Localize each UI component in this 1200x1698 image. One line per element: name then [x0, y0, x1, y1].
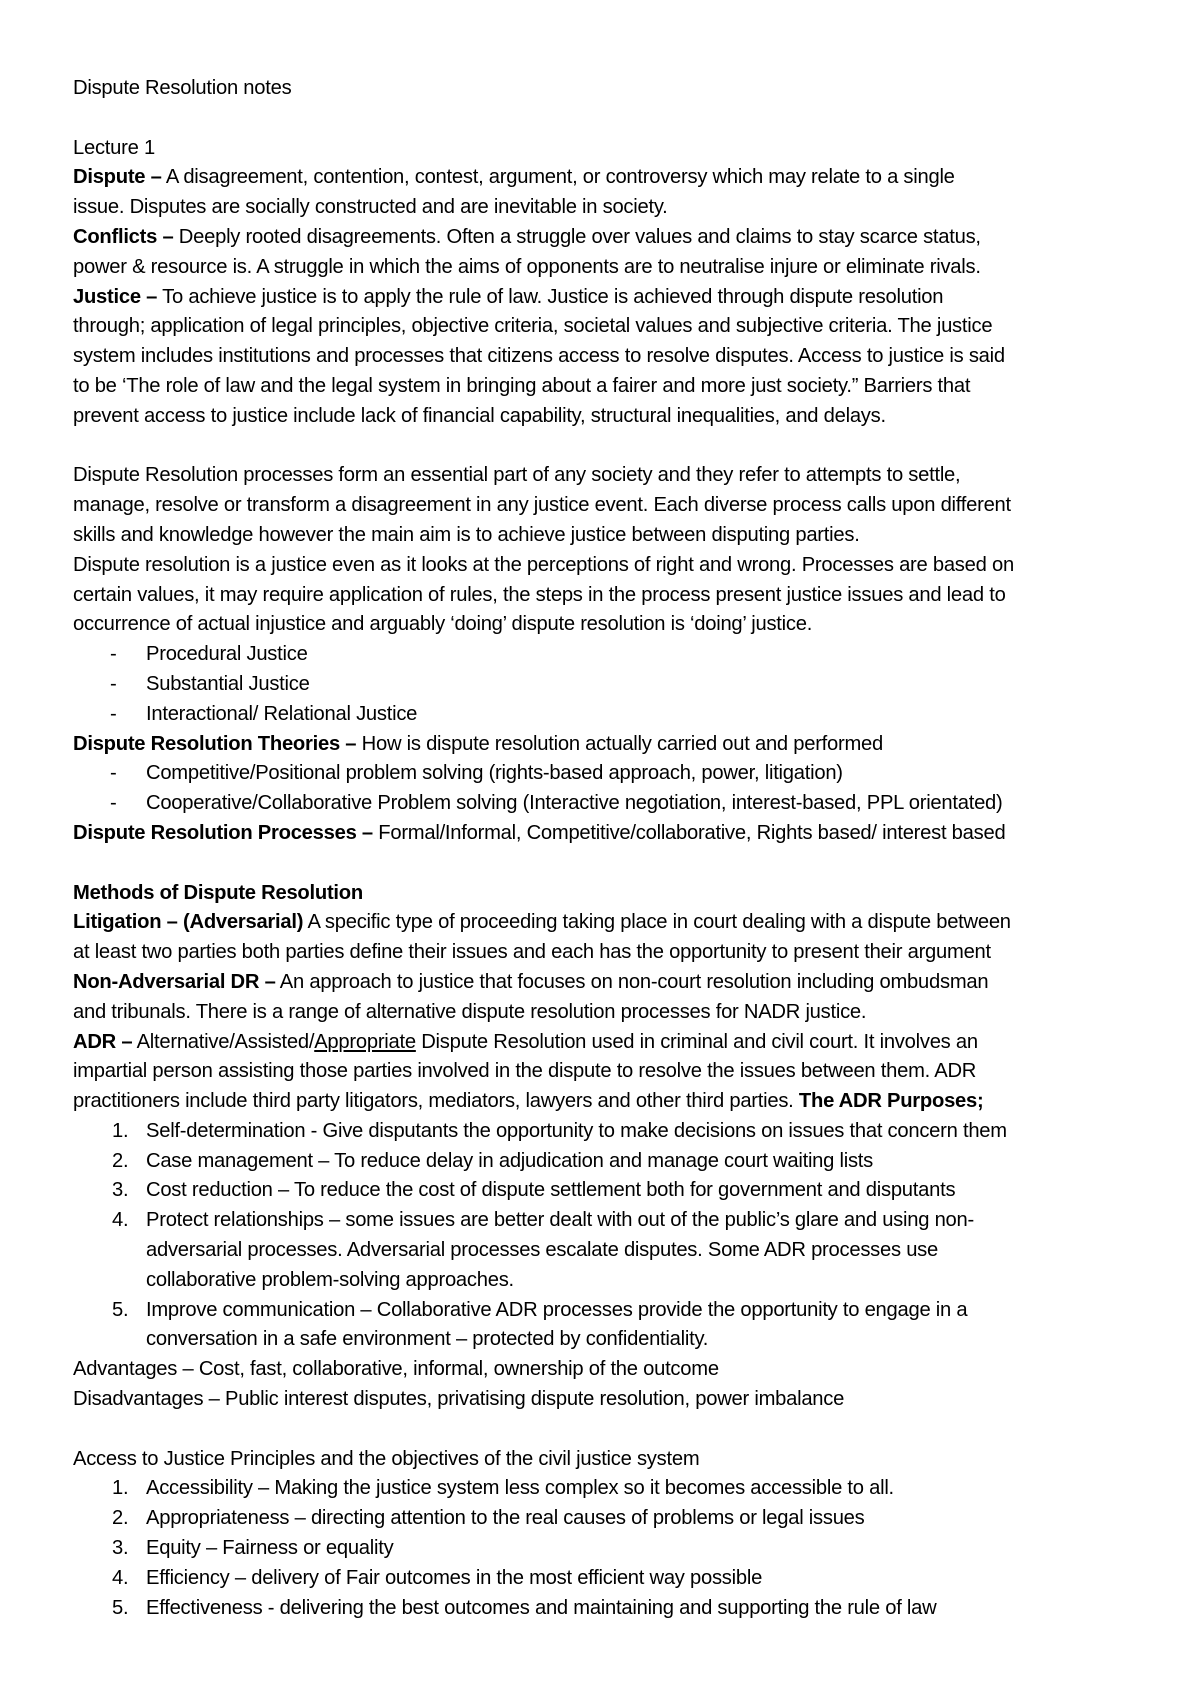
list-item-text: Interactional/ Relational Justice — [146, 702, 418, 725]
list-item — [73, 640, 1163, 670]
nadr-text: An approach to justice that focuses on non-court resolution including ombudsman — [275, 970, 989, 993]
justice-term: Justice – — [73, 285, 158, 308]
dr-paragraph-line: Dispute Resolution processes form an essential part of any society and they refer to attempts to settle, — [73, 464, 961, 487]
adr-term: ADR – — [73, 1030, 133, 1053]
dr-paragraph-line: skills and knowledge however the main aim is to achieve justice between disputing parties. — [73, 523, 860, 546]
methods-heading: Methods of Dispute Resolution — [73, 881, 363, 904]
numbered-item — [73, 1504, 1163, 1534]
list-item — [73, 700, 1163, 730]
list-item — [73, 670, 1163, 700]
list-item — [73, 759, 1163, 789]
item-number: 1. — [112, 1477, 129, 1500]
adr-definition-cont: impartial person assisting those parties involved in the dispute to resolve the issues between them. ADR — [73, 1060, 977, 1083]
justice-text: To achieve justice is to apply the rule of law. Justice is achieved through dispute resolution — [157, 285, 944, 308]
numbered-item — [73, 1117, 1163, 1147]
dash-bullet: - — [110, 702, 117, 725]
conflicts-text: Deeply rooted disagreements. Often a struggle over values and claims to stay scarce status, — [173, 225, 981, 248]
dash-bullet: - — [110, 643, 117, 666]
access-heading: Access to Justice Principles and the objectives of the civil justice system — [73, 1447, 700, 1470]
litigation-text: A specific type of proceeding taking place in court dealing with a dispute between — [303, 911, 1011, 934]
processes-line — [73, 819, 1163, 849]
advantages-line: Advantages – Cost, fast, collaborative, informal, ownership of the outcome — [73, 1358, 719, 1381]
numbered-item-cont: adversarial processes. Adversarial processes escalate disputes. Some ADR processes use — [146, 1239, 938, 1262]
disadvantages-line: Disadvantages – Public interest disputes, privatising dispute resolution, power imbalance — [73, 1388, 845, 1411]
document-title: Dispute Resolution notes — [73, 77, 292, 99]
dispute-definition-cont: issue. Disputes are socially constructed and are inevitable in society. — [73, 196, 668, 219]
nadr-definition-cont: and tribunals. There is a range of alternative dispute resolution processes for NADR justice. — [73, 1000, 867, 1023]
dash-bullet: - — [110, 762, 117, 785]
processes-text: Formal/Informal, Competitive/collaborative, Rights based/ interest based — [372, 821, 1006, 844]
justice-definition-cont: system includes institutions and processes that citizens access to resolve disputes. Access to justice is said — [73, 345, 1005, 368]
numbered-item-text: Case management – To reduce delay in adjudication and manage court waiting lists — [146, 1149, 874, 1172]
dash-bullet: - — [110, 792, 117, 815]
justice-definition-cont: through; application of legal principles, objective criteria, societal values and subjective criteria. The justice — [73, 315, 993, 338]
litigation-term: Litigation – (Adversarial) — [73, 911, 304, 934]
theories-line — [73, 730, 1163, 760]
numbered-item — [73, 1594, 1163, 1624]
theories-text: How is dispute resolution actually carried out and performed — [356, 732, 884, 755]
justice-definition — [73, 283, 1163, 313]
numbered-item-text: Self-determination - Give disputants the opportunity to make decisions on issues that concern them — [146, 1119, 1007, 1142]
numbered-item — [73, 1474, 1163, 1504]
numbered-item-text: Protect relationships – some issues are better dealt with out of the public’s glare and using non- — [146, 1209, 974, 1232]
dr-paragraph-line: Dispute resolution is a justice even as it looks at the perceptions of right and wrong. Processes are based on — [73, 553, 1014, 576]
item-number: 5. — [112, 1596, 129, 1619]
justice-definition-cont: prevent access to justice include lack of financial capability, structural inequalities, and delays. — [73, 404, 886, 427]
numbered-item — [73, 1206, 1163, 1236]
conflicts-definition-cont: power & resource is. A struggle in which the aims of opponents are to neutralise injure or eliminate rivals. — [73, 255, 981, 278]
item-number: 3. — [112, 1537, 129, 1560]
item-number: 4. — [112, 1566, 129, 1589]
litigation-definition-cont: at least two parties both parties define their issues and each has the opportunity to present their argument — [73, 941, 991, 964]
dispute-text: A disagreement, contention, contest, argument, or controversy which may relate to a single — [161, 166, 955, 189]
numbered-item-text: Cost reduction – To reduce the cost of dispute settlement both for government and disputants — [146, 1179, 956, 1202]
adr-text: Alternative/Assisted/ — [132, 1030, 315, 1053]
justice-definition-cont: to be ‘The role of law and the legal system in bringing about a fairer and more just society.” Barriers that — [73, 374, 971, 397]
numbered-item-text: Appropriateness – directing attention to the real causes of problems or legal issues — [146, 1507, 865, 1530]
list-item-text: Cooperative/Collaborative Problem solving (Interactive negotiation, interest-based, PPL orientated) — [146, 792, 1003, 815]
theories-term: Dispute Resolution Theories – — [73, 732, 357, 755]
numbered-item-text: Equity – Fairness or equality — [146, 1537, 394, 1560]
dispute-term: Dispute – — [73, 166, 162, 189]
list-item-text: Substantial Justice — [146, 672, 310, 695]
numbered-item — [73, 1147, 1163, 1177]
conflicts-term: Conflicts – — [73, 225, 174, 248]
dispute-definition — [73, 163, 1163, 193]
adr-text-post: Dispute Resolution used in criminal and civil court. It involves an — [415, 1030, 978, 1053]
adr-text-line3: practitioners include third party litigators, mediators, lawyers and other third parties. — [73, 1090, 799, 1113]
appropriate-underlined: Appropriate — [314, 1030, 416, 1053]
numbered-item — [73, 1296, 1163, 1326]
adr-definition-cont — [73, 1087, 1163, 1117]
numbered-item-text: Accessibility – Making the justice system less complex so it becomes accessible to all. — [146, 1477, 894, 1500]
item-number: 4. — [112, 1209, 129, 1232]
numbered-item — [73, 1534, 1163, 1564]
numbered-item-text: Efficiency – delivery of Fair outcomes in the most efficient way possible — [146, 1566, 763, 1589]
item-number: 2. — [112, 1507, 129, 1530]
conflicts-definition — [73, 223, 1163, 253]
numbered-item — [73, 1176, 1163, 1206]
nadr-term: Non-Adversarial DR – — [73, 970, 276, 993]
list-item — [73, 789, 1163, 819]
list-item-text: Procedural Justice — [146, 643, 308, 666]
dr-paragraph-line: certain values, it may require application of rules, the steps in the process present justice issues and lead to — [73, 583, 1006, 606]
item-number: 5. — [112, 1298, 129, 1321]
numbered-item-text: Effectiveness - delivering the best outcomes and maintaining and supporting the rule of law — [146, 1596, 937, 1619]
dr-paragraph-line: occurrence of actual injustice and arguably ‘doing’ dispute resolution is ‘doing’ justice. — [73, 613, 813, 636]
item-number: 2. — [112, 1149, 129, 1172]
adr-purposes-label: The ADR Purposes; — [798, 1090, 984, 1113]
lecture-heading: Lecture 1 — [73, 136, 155, 159]
adr-definition — [73, 1028, 1163, 1058]
list-item-text: Competitive/Positional problem solving (rights-based approach, power, litigation) — [146, 762, 843, 785]
litigation-definition — [73, 908, 1163, 938]
document-page — [73, 74, 1163, 1623]
item-number: 1. — [112, 1119, 129, 1142]
item-number: 3. — [112, 1179, 129, 1202]
dr-paragraph-line: manage, resolve or transform a disagreement in any justice event. Each diverse process calls upon different — [73, 494, 1011, 517]
numbered-item — [73, 1564, 1163, 1594]
processes-term: Dispute Resolution Processes – — [73, 821, 373, 844]
nadr-definition — [73, 968, 1163, 998]
numbered-item-cont: collaborative problem-solving approaches. — [146, 1268, 514, 1291]
numbered-item-cont: conversation in a safe environment – protected by confidentiality. — [146, 1328, 709, 1351]
numbered-item-text: Improve communication – Collaborative ADR processes provide the opportunity to engage in a — [146, 1298, 968, 1321]
dash-bullet: - — [110, 672, 117, 695]
